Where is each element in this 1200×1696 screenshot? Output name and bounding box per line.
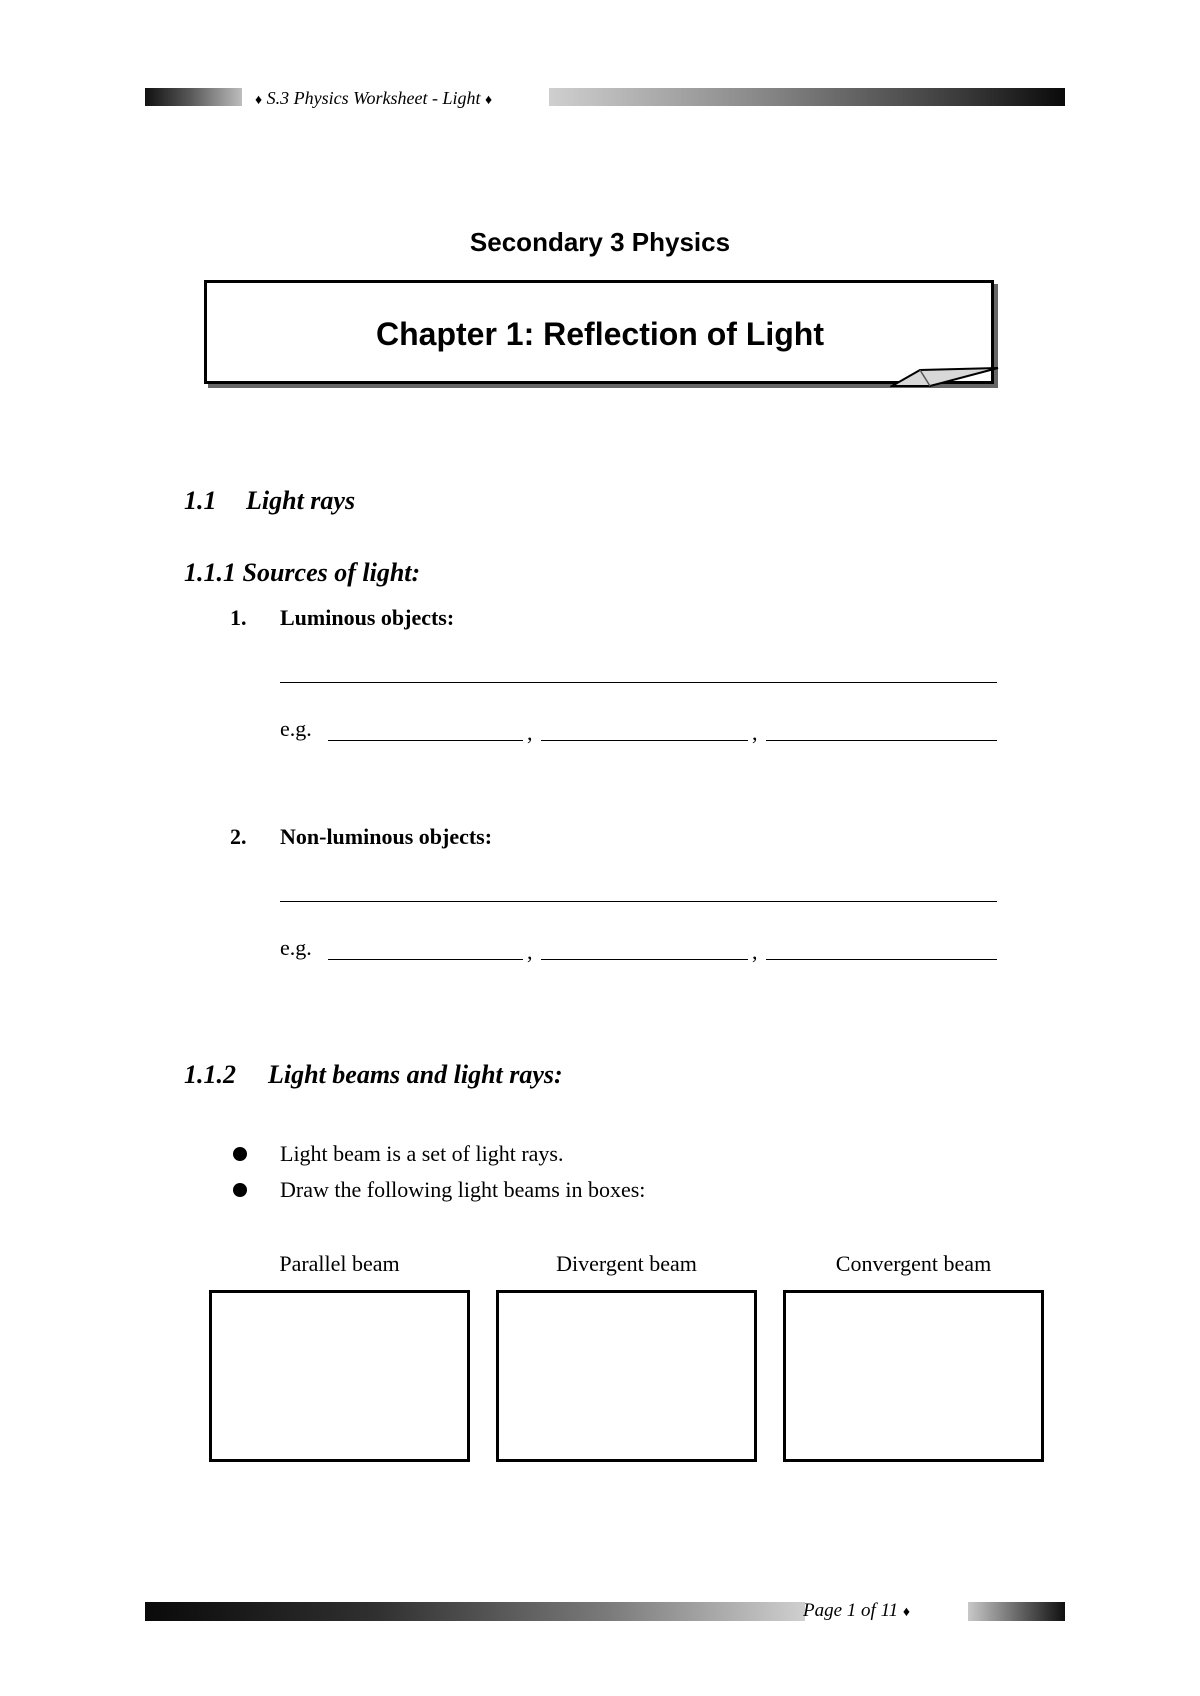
list-number: 1. xyxy=(230,605,247,630)
diamond-icon: ♦ xyxy=(484,93,493,108)
section-heading-1-1-1: 1.1.1 Sources of light: xyxy=(184,558,421,587)
section-number: 1.1.2 xyxy=(184,1060,236,1089)
footer-bar-right xyxy=(968,1602,1065,1621)
drawing-box-parallel[interactable] xyxy=(209,1290,470,1462)
answer-line[interactable] xyxy=(280,901,997,902)
diamond-icon: ♦ xyxy=(902,1605,911,1620)
header-bar-left xyxy=(145,88,242,106)
eg-label: e.g. xyxy=(280,716,312,741)
example-blank[interactable] xyxy=(328,959,523,960)
separator: , xyxy=(527,720,533,745)
section-title: Light rays xyxy=(246,486,356,515)
example-blank[interactable] xyxy=(766,740,997,741)
box-label-parallel: Parallel beam xyxy=(279,1251,400,1276)
eg-label: e.g. xyxy=(280,935,312,960)
separator: , xyxy=(752,939,758,964)
header-title xyxy=(255,86,545,110)
footer-bar-left xyxy=(145,1602,805,1621)
drawing-box-convergent[interactable] xyxy=(783,1290,1044,1462)
diamond-icon: ♦ xyxy=(255,93,263,108)
bullet-icon xyxy=(233,1147,247,1161)
example-blank[interactable] xyxy=(766,959,997,960)
section-heading-1-1-2 xyxy=(184,1058,563,1092)
box-label-convergent: Convergent beam xyxy=(835,1251,992,1276)
list-number: 2. xyxy=(230,824,247,849)
bullet-text: Light beam is a set of light rays. xyxy=(280,1141,564,1166)
example-blank[interactable] xyxy=(328,740,523,741)
example-blank[interactable] xyxy=(541,740,748,741)
header-title-text: S.3 Physics Worksheet - Light xyxy=(266,88,481,108)
bullet-icon xyxy=(233,1183,247,1197)
example-blank[interactable] xyxy=(541,959,748,960)
section-heading-1-1 xyxy=(184,484,355,518)
section-number: 1.1 xyxy=(184,486,217,515)
chapter-title: Chapter 1: Reflection of Light xyxy=(376,316,824,352)
answer-line[interactable] xyxy=(280,682,997,683)
page-number xyxy=(803,1598,968,1624)
item-label-luminous: Luminous objects: xyxy=(280,605,455,630)
item-label-non-luminous: Non-luminous objects: xyxy=(280,824,493,849)
separator: , xyxy=(527,939,533,964)
page-number-text: Page 1 of 11 xyxy=(803,1600,899,1621)
header-bar-right xyxy=(549,88,1065,106)
bullet-text: Draw the following light beams in boxes: xyxy=(280,1177,646,1202)
section-title: Light beams and light rays: xyxy=(268,1060,563,1089)
box-label-divergent: Divergent beam xyxy=(556,1251,697,1276)
drawing-box-divergent[interactable] xyxy=(496,1290,757,1462)
separator: , xyxy=(752,720,758,745)
page-curl-icon xyxy=(890,366,1000,388)
subject-title: Secondary 3 Physics xyxy=(469,227,731,257)
